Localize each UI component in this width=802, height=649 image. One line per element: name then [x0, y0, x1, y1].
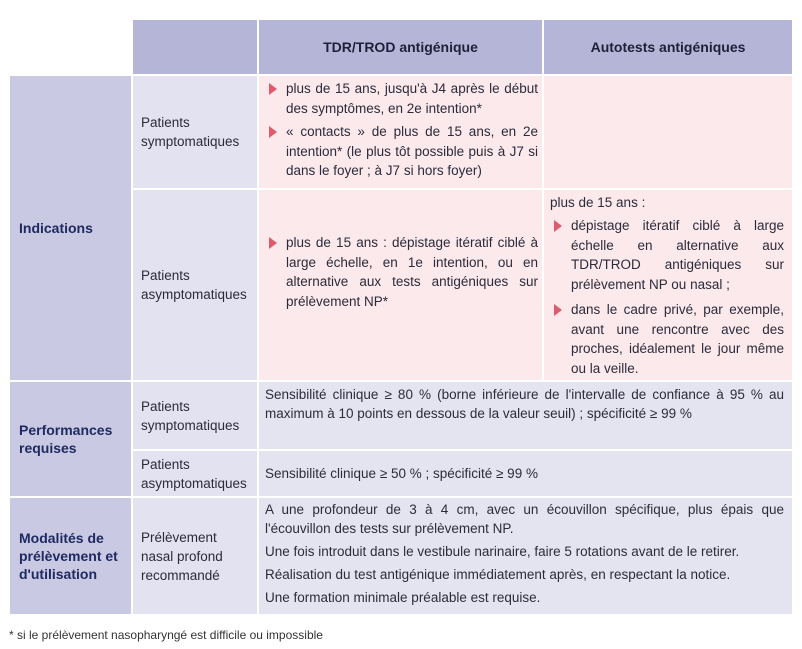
modalites-line: Une formation minimale préalable est requise. — [265, 590, 541, 605]
sub-label-line2: asymptomatiques — [141, 475, 247, 491]
sub-head-indications-asymptomatic — [133, 190, 257, 380]
header-empty-cell — [133, 20, 257, 74]
header-tdr-trod-label: TDR/TROD antigénique — [323, 39, 478, 55]
arrow-bullet-icon — [269, 83, 277, 95]
modalites-line: Une fois introduit dans le vestibule narinaire, faire 5 rotations avant de le retirer. — [265, 544, 740, 559]
auto-intro: plus de 15 ans : — [550, 195, 646, 210]
sub-label-line2: symptomatiques — [141, 417, 240, 433]
footnote: * si le prélèvement nasopharyngé est difficile ou impossible — [9, 628, 323, 642]
cell-performances-symptomatic — [259, 382, 792, 449]
sub-head-performances-asymptomatic — [133, 451, 257, 496]
modalites-label-line2: prélèvement et — [19, 548, 118, 564]
performances-label-line2: requises — [19, 440, 77, 456]
sub-head-modalites — [133, 498, 257, 614]
modalites-label-line1: Modalités de — [19, 530, 104, 546]
indications-label: Indications — [19, 220, 93, 236]
sub-label-line3: recommandé — [141, 567, 220, 583]
arrow-bullet-icon — [269, 126, 277, 138]
sub-head-performances-symptomatic — [133, 382, 257, 449]
arrow-bullet-icon — [554, 304, 562, 316]
cell-indications-symptomatic-auto — [544, 76, 792, 188]
row-head-modalites — [10, 498, 131, 614]
sub-label-line1: Patients — [141, 398, 190, 414]
list-item: dans le cadre privé, par exemple, avant une rencontre avec des proches, idéalement le jour même ou la veille. — [550, 300, 784, 378]
modalites-line: Réalisation du test antigénique immédiatement après, en respectant la notice. — [265, 567, 731, 582]
sub-head-indications-symptomatic — [133, 76, 257, 188]
row-head-performances — [10, 382, 131, 496]
list-item: plus de 15 ans, jusqu'à J4 après le début des symptômes, en 2e intention* — [265, 79, 538, 118]
arrow-bullet-icon — [269, 237, 277, 249]
list-item: « contacts » de plus de 15 ans, en 2e intention* (le plus tôt possible puis à J7 si dans le foyer ; à J7 si hors foyer) — [265, 122, 538, 181]
arrow-bullet-icon — [554, 220, 562, 232]
header-autotests-label: Autotests antigéniques — [590, 39, 746, 55]
header-autotests — [544, 20, 792, 74]
sub-label-line2: asymptomatiques — [141, 287, 247, 302]
sub-label-line2: symptomatiques — [141, 134, 240, 149]
sub-label-line1: Prélèvement — [141, 529, 217, 545]
modalites-line: A une profondeur de 3 à 4 cm, avec un écouvillon spécifique, plus épais que l'écouvillon des tests sur prélèvement NP. — [265, 502, 784, 536]
cell-indications-asymptomatic-tdr — [259, 190, 542, 380]
performances-label-line1: Performances — [19, 422, 113, 438]
cell-performances-asymptomatic — [259, 451, 792, 496]
cell-indications-asymptomatic-auto — [544, 190, 792, 380]
sub-label-line1: Patients — [141, 115, 190, 130]
row-head-indications — [10, 76, 131, 380]
header-tdr-trod — [259, 20, 542, 74]
performances-symptomatic-text: Sensibilité clinique ≥ 80 % (borne inférieure de l'intervalle de confiance à 95 % au maximum à 10 points en dessous de la valeur seuil) ; spécificité ≥ 99 % — [265, 387, 784, 421]
sub-label-line1: Patients — [141, 456, 190, 472]
cell-modalites — [259, 498, 792, 614]
cell-indications-symptomatic-tdr — [259, 76, 542, 188]
performances-asymptomatic-text: Sensibilité clinique ≥ 50 % ; spécificité ≥ 99 % — [265, 466, 538, 481]
sub-label-line1: Patients — [141, 268, 190, 283]
modalites-label-line3: d'utilisation — [19, 566, 97, 582]
list-item: plus de 15 ans : dépistage itératif ciblé à large échelle, en 1e intention, ou en alternative aux tests antigéniques sur prélèvement NP* — [265, 233, 538, 311]
list-item: dépistage itératif ciblé à large échelle en alternative aux TDR/TROD antigéniques sur prélèvement NP ou nasal ; — [550, 216, 784, 294]
sub-label-line2: nasal profond — [141, 548, 223, 564]
